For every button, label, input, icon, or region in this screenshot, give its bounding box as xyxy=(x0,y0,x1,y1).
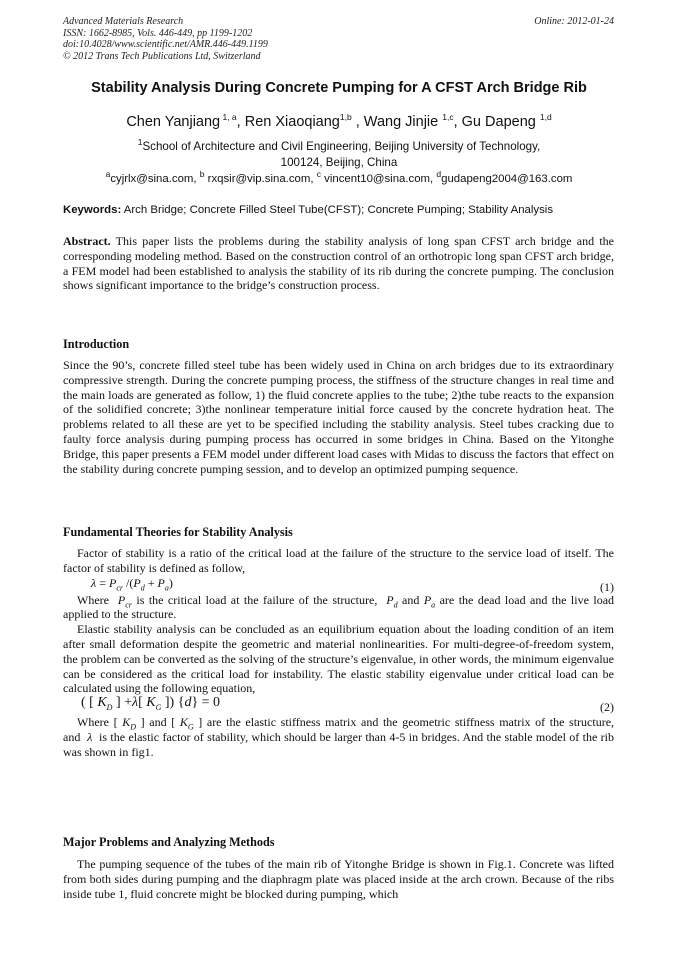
paper-title: Stability Analysis During Concrete Pumping for A CFST Arch Bridge Rib xyxy=(91,80,587,96)
introduction-text: Since the 90’s, concrete filled steel tube has been widely used in China on arch bridges due to its extraordinary compressive strength. During the concrete pumping process, the stiffness of the structure changes in real time and the main loads are generated as follow, 1) the fluid concrete applies to the tube; 2)the tube reacts to the expansion of the solidified concrete; 3)the nonlinear temperature initial force caused by the concrete hydration heat. The problems related to all these are yet to be specified including the stability analysis. Steel tubes cracking due to faulty force analysis during pumping process has occurred in some bridges in China. Based on the Yitonghe Bridge, this paper presents a FEM model under different load cases with Midas to discuss the factors that effect on the stability during concrete pumping session, and to develop an optimized pumping sequence. xyxy=(63,358,614,476)
journal-name: Advanced Materials Research xyxy=(63,16,184,27)
email-sup: d xyxy=(436,169,442,180)
section-heading: Fundamental Theories for Stability Analysis xyxy=(63,525,293,539)
affiliation-line-2: 100124, Beijing, China xyxy=(280,156,398,169)
email-address[interactable]: cyjrlx@sina.com xyxy=(110,173,194,185)
author-name: Wang Jinjie xyxy=(363,114,439,130)
equation-2-formula: ( [ $K_D$ ] +λ[ $K_G$ ]) {d} = 0 xyxy=(81,695,221,712)
equation-2 xyxy=(63,696,614,715)
fundamental-where-1: Where $P_{cr}$ is the critical load at the failure of the structure, $P_d$ and $P_a$ are the dead load and the live load applied to the structure. xyxy=(63,592,615,622)
abstract-label: Abstract. xyxy=(63,234,111,248)
author-name: Chen Yanjiang xyxy=(126,114,221,130)
author-name: Gu Dapeng xyxy=(461,114,536,130)
equation-1-number: (1) xyxy=(600,579,614,594)
equation-2-number: (2) xyxy=(600,700,614,715)
author-sup: 1,b xyxy=(339,112,352,123)
keywords-label: Keywords: xyxy=(63,204,122,216)
email-address[interactable]: rxqsir@vip.sina.com xyxy=(207,173,311,185)
author-name: Ren Xiaoqiang xyxy=(244,114,340,130)
email-address[interactable]: vincent10@sina.com xyxy=(324,173,431,185)
email-sup: c xyxy=(316,169,321,180)
email-list: $^a$cyjrlx@sina.com, $^b$ rxqsir@vip.sina.com, $^c$ vincent10@sina.com, $^d$gudapeng2004@163.com xyxy=(105,169,573,185)
affiliation xyxy=(80,139,598,171)
copyright-line: © 2012 Trans Tech Publications Ltd, Switzerland xyxy=(63,50,261,62)
issn-line: ISSN: 1662-8985, Vols. 446-449, pp 1199-1202 xyxy=(63,27,253,39)
abstract-text: This paper lists the problems during the stability analysis of long span CFST arch bridge and the corresponding modeling method. Based on the construction control of an orthotropic long span CFST arch bridge, a FEM model had been established to analysis the stability of its rib during the concrete pumping. The conclusion shows significant importance to the bridge’s construction process. xyxy=(63,234,614,293)
fundamental-paragraph-2: Elastic stability analysis can be concluded as an equilibrium equation about the loading condition of an item after small deformation despite the geometric and material nonlinearities. For multi-degree-of-freedom system, the problem can be converted as the solving of the structure’s eigenvalue, in other words, the minimum eigenvalue can be considered as the critical load for instability. The elastic stability eigenvalue under critical load can be calculated using the following equation, xyxy=(63,622,614,696)
email-address[interactable]: gudapeng2004@163.com xyxy=(441,173,573,185)
affiliation-line-1: School of Architecture and Civil Engineering, Beijing University of Technology, xyxy=(142,140,541,153)
author-list: Chen Yanjiang $^{1, a}$, Ren Xiaoqiang$^{1,b}$ , Wang Jinjie $^{1,c}$, Gu Dapeng $^{1,d}$ xyxy=(126,112,552,130)
keywords xyxy=(63,204,614,216)
affiliation-sup: 1 xyxy=(137,137,143,148)
doi-line[interactable]: doi:10.4028/www.scientific.net/AMR.446-449.1199 xyxy=(63,39,268,50)
section-heading: Introduction xyxy=(63,337,130,351)
major-problems-text: The pumping sequence of the tubes of the main rib of Yitonghe Bridge is shown in Fig.1. Concrete was lifted from both sides during pumping and the diaphragm plate was placed inside at the arch crown. Because of the ribs inside tube 1, fluid concrete might be blocked during pumping, which xyxy=(63,857,614,901)
author-sup: 1, a xyxy=(222,112,237,123)
fundamental-where-2: Where [ $K_D$ ] and [ $K_G$ ] are the elastic stiffness matrix and the geometric stiffness matrix of the structure, and λ is the elastic factor of stability, which should be larger than 4-5 in bridges. And the stable model of the rib was shown in fig1. xyxy=(63,715,615,759)
email-sup: b xyxy=(199,169,205,180)
journal-header xyxy=(63,16,268,62)
author-sup: 1,c xyxy=(442,112,454,123)
equation-1 xyxy=(63,576,614,593)
email-sup: a xyxy=(105,169,111,180)
online-date: Online: 2012-01-24 xyxy=(534,16,614,27)
section-heading: Major Problems and Analyzing Methods xyxy=(63,835,275,849)
author-sup: 1,d xyxy=(539,112,552,123)
fundamental-paragraph-1: Factor of stability is a ratio of the critical load at the failure of the structure to the service load of itself. The factor of stability is defined as follow, xyxy=(63,546,614,575)
keywords-text: Arch Bridge; Concrete Filled Steel Tube(CFST); Concrete Pumping; Stability Analysis xyxy=(123,204,554,216)
abstract xyxy=(63,234,614,293)
equation-1-formula: $\lambda = P_{cr}$ $/(P_d + P_a)$ xyxy=(91,575,173,592)
fundamental-block-1 xyxy=(63,546,614,760)
